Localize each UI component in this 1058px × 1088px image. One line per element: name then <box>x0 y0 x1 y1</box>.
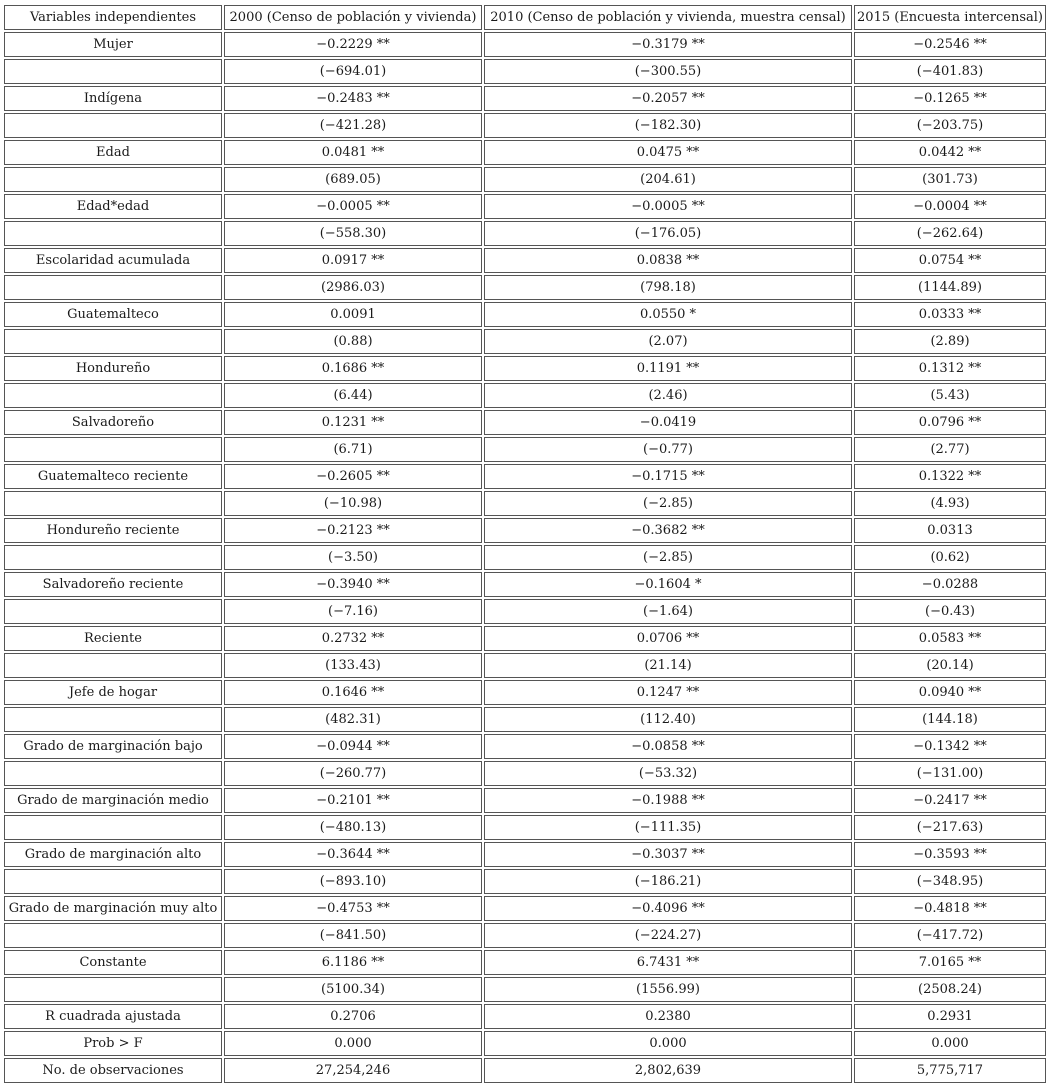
value-2000-cell: (−260.77) <box>224 761 482 786</box>
value-2015-cell: 0.1322 ** <box>854 464 1046 489</box>
table-row <box>4 734 1046 759</box>
table-row <box>4 518 1046 543</box>
value-2010-cell: −0.3037 ** <box>484 842 852 867</box>
table-row <box>4 275 1046 300</box>
value-2000-cell: (−841.50) <box>224 923 482 948</box>
table-row <box>4 599 1046 624</box>
value-2000-cell: (2986.03) <box>224 275 482 300</box>
value-2010-cell: −0.4096 ** <box>484 896 852 921</box>
table-body <box>4 32 1046 1083</box>
value-2015-cell: (1144.89) <box>854 275 1046 300</box>
value-2000-cell: −0.2229 ** <box>224 32 482 57</box>
value-2010-cell: (798.18) <box>484 275 852 300</box>
table-row <box>4 437 1046 462</box>
variable-cell: Hondureño reciente <box>4 518 222 543</box>
variable-cell: Jefe de hogar <box>4 680 222 705</box>
variable-cell: Hondureño <box>4 356 222 381</box>
value-2000-cell: −0.2123 ** <box>224 518 482 543</box>
value-2000-cell: 0.0091 <box>224 302 482 327</box>
variable-cell: Guatemalteco reciente <box>4 464 222 489</box>
variable-cell <box>4 707 222 732</box>
table-row <box>4 653 1046 678</box>
header-2015: 2015 (Encuesta intercensal) <box>854 5 1046 30</box>
value-2015-cell: −0.1265 ** <box>854 86 1046 111</box>
value-2010-cell: (−300.55) <box>484 59 852 84</box>
table-row <box>4 464 1046 489</box>
value-2010-cell: −0.0419 <box>484 410 852 435</box>
variable-cell: Guatemalteco <box>4 302 222 327</box>
table-row <box>4 950 1046 975</box>
value-2015-cell: 0.0940 ** <box>854 680 1046 705</box>
value-2010-cell: −0.1604 * <box>484 572 852 597</box>
value-2000-cell: (−10.98) <box>224 491 482 516</box>
value-2010-cell: −0.3682 ** <box>484 518 852 543</box>
value-2000-cell: 0.2706 <box>224 1004 482 1029</box>
regression-table <box>2 3 1048 1085</box>
value-2000-cell: (689.05) <box>224 167 482 192</box>
value-2010-cell: (−0.77) <box>484 437 852 462</box>
variable-cell <box>4 545 222 570</box>
value-2015-cell: −0.2417 ** <box>854 788 1046 813</box>
value-2015-cell: −0.4818 ** <box>854 896 1046 921</box>
table-row <box>4 59 1046 84</box>
variable-cell <box>4 653 222 678</box>
variable-cell: Grado de marginación muy alto <box>4 896 222 921</box>
value-2015-cell: (−131.00) <box>854 761 1046 786</box>
value-2015-cell: (2508.24) <box>854 977 1046 1002</box>
value-2000-cell: (133.43) <box>224 653 482 678</box>
value-2010-cell: (−176.05) <box>484 221 852 246</box>
variable-cell <box>4 491 222 516</box>
value-2015-cell: (−0.43) <box>854 599 1046 624</box>
value-2010-cell: (1556.99) <box>484 977 852 1002</box>
value-2000-cell: −0.4753 ** <box>224 896 482 921</box>
value-2000-cell: 0.2732 ** <box>224 626 482 651</box>
table-row <box>4 977 1046 1002</box>
value-2010-cell: (−224.27) <box>484 923 852 948</box>
value-2015-cell: (2.89) <box>854 329 1046 354</box>
header-2010: 2010 (Censo de población y vivienda, muestra censal) <box>484 5 852 30</box>
value-2010-cell: −0.1715 ** <box>484 464 852 489</box>
value-2010-cell: −0.1988 ** <box>484 788 852 813</box>
table-row <box>4 815 1046 840</box>
variable-cell: Prob > F <box>4 1031 222 1056</box>
value-2000-cell: (0.88) <box>224 329 482 354</box>
value-2010-cell: 6.7431 ** <box>484 950 852 975</box>
variable-cell: Edad <box>4 140 222 165</box>
value-2000-cell: −0.2101 ** <box>224 788 482 813</box>
variable-cell: R cuadrada ajustada <box>4 1004 222 1029</box>
value-2000-cell: −0.3940 ** <box>224 572 482 597</box>
table-row <box>4 572 1046 597</box>
value-2010-cell: (−182.30) <box>484 113 852 138</box>
header-row <box>4 5 1046 30</box>
table-row <box>4 896 1046 921</box>
table-row <box>4 140 1046 165</box>
variable-cell: Reciente <box>4 626 222 651</box>
value-2010-cell: −0.3179 ** <box>484 32 852 57</box>
value-2015-cell: 7.0165 ** <box>854 950 1046 975</box>
value-2010-cell: (−2.85) <box>484 545 852 570</box>
table-row <box>4 923 1046 948</box>
value-2000-cell: (−480.13) <box>224 815 482 840</box>
value-2000-cell: (−694.01) <box>224 59 482 84</box>
value-2015-cell: −0.3593 ** <box>854 842 1046 867</box>
value-2000-cell: (5100.34) <box>224 977 482 1002</box>
value-2015-cell: (144.18) <box>854 707 1046 732</box>
variable-cell <box>4 221 222 246</box>
table-row <box>4 680 1046 705</box>
value-2015-cell: (5.43) <box>854 383 1046 408</box>
variable-cell: Constante <box>4 950 222 975</box>
value-2010-cell: 2,802,639 <box>484 1058 852 1083</box>
table-row <box>4 788 1046 813</box>
value-2000-cell: (−421.28) <box>224 113 482 138</box>
variable-cell <box>4 923 222 948</box>
variable-cell: Edad*edad <box>4 194 222 219</box>
value-2000-cell: 0.0481 ** <box>224 140 482 165</box>
value-2010-cell: −0.0005 ** <box>484 194 852 219</box>
value-2015-cell: 0.1312 ** <box>854 356 1046 381</box>
variable-cell <box>4 437 222 462</box>
variable-cell <box>4 275 222 300</box>
value-2010-cell: (−2.85) <box>484 491 852 516</box>
value-2015-cell: (20.14) <box>854 653 1046 678</box>
value-2000-cell: (−558.30) <box>224 221 482 246</box>
value-2010-cell: (204.61) <box>484 167 852 192</box>
table-row <box>4 869 1046 894</box>
table-row <box>4 1058 1046 1083</box>
table-row <box>4 545 1046 570</box>
value-2000-cell: (−893.10) <box>224 869 482 894</box>
value-2000-cell: 6.1186 ** <box>224 950 482 975</box>
table-row <box>4 626 1046 651</box>
value-2015-cell: 0.000 <box>854 1031 1046 1056</box>
table-row <box>4 329 1046 354</box>
variable-cell <box>4 869 222 894</box>
value-2010-cell: 0.0475 ** <box>484 140 852 165</box>
table-row <box>4 761 1046 786</box>
table-row <box>4 302 1046 327</box>
value-2015-cell: 5,775,717 <box>854 1058 1046 1083</box>
value-2010-cell: 0.0838 ** <box>484 248 852 273</box>
value-2000-cell: 0.0917 ** <box>224 248 482 273</box>
table-row <box>4 167 1046 192</box>
value-2015-cell: (−417.72) <box>854 923 1046 948</box>
variable-cell: Grado de marginación bajo <box>4 734 222 759</box>
variable-cell: Grado de marginación medio <box>4 788 222 813</box>
value-2010-cell: (21.14) <box>484 653 852 678</box>
table-row <box>4 1004 1046 1029</box>
value-2000-cell: −0.2483 ** <box>224 86 482 111</box>
value-2000-cell: 0.1646 ** <box>224 680 482 705</box>
table-row <box>4 410 1046 435</box>
table-row <box>4 113 1046 138</box>
variable-cell <box>4 977 222 1002</box>
value-2015-cell: (−262.64) <box>854 221 1046 246</box>
table-row <box>4 1031 1046 1056</box>
table-row <box>4 221 1046 246</box>
table-row <box>4 248 1046 273</box>
value-2000-cell: 27,254,246 <box>224 1058 482 1083</box>
value-2000-cell: −0.0944 ** <box>224 734 482 759</box>
variable-cell: No. de observaciones <box>4 1058 222 1083</box>
variable-cell: Escolaridad acumulada <box>4 248 222 273</box>
value-2015-cell: −0.2546 ** <box>854 32 1046 57</box>
value-2010-cell: (−1.64) <box>484 599 852 624</box>
value-2010-cell: −0.2057 ** <box>484 86 852 111</box>
value-2015-cell: −0.0004 ** <box>854 194 1046 219</box>
value-2000-cell: 0.000 <box>224 1031 482 1056</box>
value-2010-cell: (2.07) <box>484 329 852 354</box>
value-2015-cell: (−217.63) <box>854 815 1046 840</box>
table-row <box>4 707 1046 732</box>
value-2015-cell: (301.73) <box>854 167 1046 192</box>
variable-cell <box>4 59 222 84</box>
value-2010-cell: −0.0858 ** <box>484 734 852 759</box>
table-row <box>4 491 1046 516</box>
value-2000-cell: (6.71) <box>224 437 482 462</box>
table-row <box>4 32 1046 57</box>
variable-cell <box>4 113 222 138</box>
variable-cell: Salvadoreño reciente <box>4 572 222 597</box>
variable-cell <box>4 761 222 786</box>
value-2000-cell: 0.1231 ** <box>224 410 482 435</box>
table-row <box>4 383 1046 408</box>
value-2010-cell: (2.46) <box>484 383 852 408</box>
value-2000-cell: −0.3644 ** <box>224 842 482 867</box>
header-2000: 2000 (Censo de población y vivienda) <box>224 5 482 30</box>
value-2000-cell: (−3.50) <box>224 545 482 570</box>
value-2015-cell: (−348.95) <box>854 869 1046 894</box>
variable-cell <box>4 329 222 354</box>
value-2015-cell: (0.62) <box>854 545 1046 570</box>
table-row <box>4 194 1046 219</box>
table-row <box>4 842 1046 867</box>
value-2015-cell: 0.2931 <box>854 1004 1046 1029</box>
value-2015-cell: 0.0313 <box>854 518 1046 543</box>
value-2015-cell: −0.0288 <box>854 572 1046 597</box>
value-2015-cell: 0.0754 ** <box>854 248 1046 273</box>
value-2015-cell: −0.1342 ** <box>854 734 1046 759</box>
value-2015-cell: (4.93) <box>854 491 1046 516</box>
value-2015-cell: 0.0583 ** <box>854 626 1046 651</box>
table-row <box>4 86 1046 111</box>
value-2010-cell: 0.000 <box>484 1031 852 1056</box>
value-2010-cell: 0.2380 <box>484 1004 852 1029</box>
variable-cell: Indígena <box>4 86 222 111</box>
value-2015-cell: 0.0796 ** <box>854 410 1046 435</box>
value-2015-cell: 0.0333 ** <box>854 302 1046 327</box>
variable-cell <box>4 383 222 408</box>
value-2010-cell: (−53.32) <box>484 761 852 786</box>
variable-cell <box>4 167 222 192</box>
value-2010-cell: 0.0706 ** <box>484 626 852 651</box>
value-2010-cell: 0.0550 * <box>484 302 852 327</box>
value-2010-cell: (−186.21) <box>484 869 852 894</box>
variable-cell: Salvadoreño <box>4 410 222 435</box>
value-2015-cell: (−203.75) <box>854 113 1046 138</box>
variable-cell <box>4 599 222 624</box>
value-2015-cell: (2.77) <box>854 437 1046 462</box>
value-2010-cell: (112.40) <box>484 707 852 732</box>
value-2010-cell: (−111.35) <box>484 815 852 840</box>
value-2000-cell: −0.0005 ** <box>224 194 482 219</box>
variable-cell: Mujer <box>4 32 222 57</box>
value-2000-cell: 0.1686 ** <box>224 356 482 381</box>
header-variables: Variables independientes <box>4 5 222 30</box>
value-2000-cell: (6.44) <box>224 383 482 408</box>
variable-cell: Grado de marginación alto <box>4 842 222 867</box>
table-row <box>4 356 1046 381</box>
value-2010-cell: 0.1247 ** <box>484 680 852 705</box>
value-2015-cell: (−401.83) <box>854 59 1046 84</box>
value-2000-cell: (482.31) <box>224 707 482 732</box>
value-2010-cell: 0.1191 ** <box>484 356 852 381</box>
value-2015-cell: 0.0442 ** <box>854 140 1046 165</box>
variable-cell <box>4 815 222 840</box>
value-2000-cell: −0.2605 ** <box>224 464 482 489</box>
value-2000-cell: (−7.16) <box>224 599 482 624</box>
